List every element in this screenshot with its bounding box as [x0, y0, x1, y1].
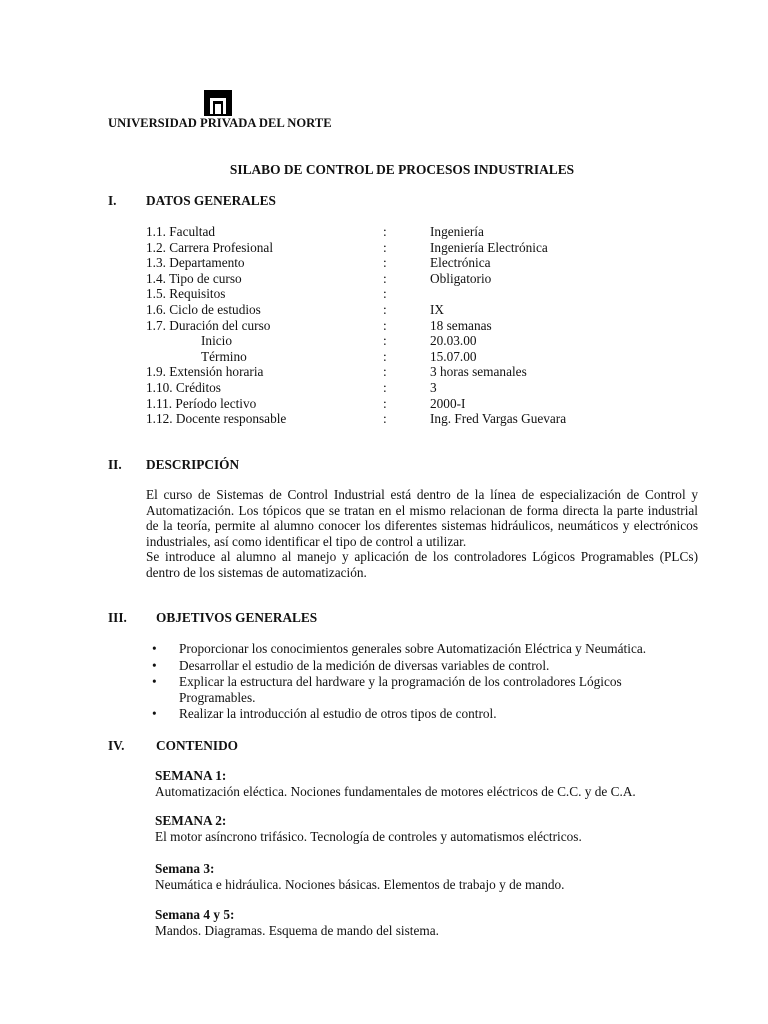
- week-title: Semana 3:: [155, 861, 215, 876]
- datos-value: 18 semanas: [430, 317, 492, 333]
- week-block: [155, 768, 715, 799]
- datos-colon: :: [383, 364, 387, 380]
- datos-label: 1.7. Duración del curso: [146, 317, 271, 333]
- week-text: Neumática e hidráulica. Nociones básicas. Elementos de trabajo y de mando.: [155, 876, 565, 892]
- datos-label: 1.5. Requisitos: [146, 286, 226, 302]
- datos-colon: :: [383, 286, 387, 302]
- week-block: [155, 907, 715, 938]
- university-logo-icon: [204, 90, 232, 116]
- datos-row: [146, 240, 686, 256]
- datos-row: [146, 286, 686, 302]
- datos-colon: :: [383, 333, 387, 349]
- section-number: IV.: [108, 738, 125, 753]
- datos-value: Obligatorio: [430, 270, 492, 286]
- datos-value: Ingeniería: [430, 224, 484, 239]
- objetivo-text: Explicar la estructura del hardware y la programación de los controladores Lógicos Programables.: [179, 674, 622, 705]
- section-title: OBJETIVOS GENERALES: [156, 610, 318, 625]
- datos-colon: :: [383, 395, 387, 411]
- descripcion-paragraph: Se introduce al alumno al manejo y aplicación de los controladores Lógicos Programables (PLCs) dentro de los sistemas de automatización.: [146, 549, 698, 580]
- datos-label: 1.9. Extensión horaria: [146, 364, 264, 380]
- section-number: III.: [108, 610, 127, 625]
- objetivo-text: Desarrollar el estudio de la medición de diversas variables de control.: [179, 657, 550, 673]
- week-text: Automatización eléctica. Nociones fundamentales de motores eléctricos de C.C. y de C.A.: [155, 783, 636, 799]
- datos-row: [146, 302, 686, 318]
- document-title: SILABO DE CONTROL DE PROCESOS INDUSTRIALES: [229, 162, 575, 177]
- datos-row: [146, 411, 686, 427]
- datos-row: [146, 364, 686, 380]
- datos-colon: :: [383, 239, 387, 255]
- list-item: [152, 641, 702, 657]
- bullet-icon: •: [152, 674, 157, 690]
- datos-colon: :: [383, 317, 387, 333]
- list-item: [152, 706, 702, 722]
- datos-label: 1.10. Créditos: [146, 380, 221, 395]
- university-name: UNIVERSIDAD PRIVADA DEL NORTE: [108, 116, 332, 130]
- datos-row: [146, 349, 686, 365]
- datos-label: 1.6. Ciclo de estudios: [146, 302, 261, 317]
- datos-colon: :: [383, 224, 387, 239]
- week-title: SEMANA 1:: [155, 768, 227, 783]
- datos-row: [146, 333, 686, 349]
- datos-value: 15.07.00: [430, 348, 477, 364]
- section-title: CONTENIDO: [156, 738, 239, 753]
- datos-row: [146, 380, 686, 396]
- datos-label: 1.4. Tipo de curso: [146, 270, 242, 286]
- objetivos-list: [152, 641, 702, 723]
- week-block: [155, 813, 715, 844]
- objetivo-text: Realizar la introducción al estudio de otros tipos de control.: [179, 706, 497, 722]
- descripcion-text: [146, 487, 698, 581]
- datos-label: Inicio: [201, 333, 233, 349]
- week-text: Mandos. Diagramas. Esquema de mando del sistema.: [155, 922, 439, 938]
- week-text: El motor asíncrono trifásico. Tecnología de controles y automatismos eléctricos.: [155, 828, 582, 844]
- datos-value: Ing. Fred Vargas Guevara: [430, 411, 567, 427]
- section-title: DATOS GENERALES: [146, 193, 276, 208]
- datos-colon: :: [383, 270, 387, 286]
- datos-label: 1.3. Departamento: [146, 255, 245, 271]
- datos-row: [146, 396, 686, 412]
- datos-colon: :: [383, 255, 387, 271]
- objetivo-text: Proporcionar los conocimientos generales sobre Automatización Eléctrica y Neumática.: [179, 641, 647, 656]
- datos-label: Término: [201, 348, 247, 364]
- datos-label: 1.2. Carrera Profesional: [146, 239, 274, 255]
- datos-row: [146, 224, 686, 240]
- week-block: [155, 861, 715, 892]
- datos-colon: :: [383, 411, 387, 427]
- datos-colon: :: [383, 348, 387, 364]
- datos-value: 3: [430, 380, 437, 395]
- datos-row: [146, 255, 686, 271]
- datos-value: IX: [430, 302, 445, 317]
- datos-row: [146, 318, 686, 334]
- list-item: [152, 658, 702, 674]
- bullet-icon: •: [152, 657, 157, 673]
- datos-row: [146, 271, 686, 287]
- datos-colon: :: [383, 380, 387, 395]
- datos-label: 1.12. Docente responsable: [146, 411, 287, 427]
- datos-value: Ingeniería Electrónica: [430, 239, 548, 255]
- datos-label: 1.11. Período lectivo: [146, 395, 257, 411]
- datos-colon: :: [383, 302, 387, 317]
- bullet-icon: •: [152, 706, 157, 722]
- datos-value: Electrónica: [430, 255, 491, 271]
- datos-value: 2000-I: [430, 395, 466, 411]
- section-number: I.: [108, 193, 117, 208]
- section-title: DESCRIPCIÓN: [146, 457, 240, 472]
- datos-value: 3 horas semanales: [430, 364, 527, 380]
- descripcion-paragraph: El curso de Sistemas de Control Industrial está dentro de la línea de especialización de Control y Automatización. Los tópicos que se tratan en el mismo relacionan de forma directa la parte industrial de la teoría, permite al alumno conocer los diferentes sistemas hidráulicos, neumáticos y electrónicos industriales, así como identificar el tipo de control a utilizar.: [146, 487, 698, 549]
- bullet-icon: •: [152, 641, 157, 656]
- section-number: II.: [108, 457, 122, 472]
- datos-label: 1.1. Facultad: [146, 224, 216, 239]
- week-title: Semana 4 y 5:: [155, 907, 235, 922]
- datos-value: 20.03.00: [430, 333, 477, 349]
- week-title: SEMANA 2:: [155, 813, 227, 828]
- list-item: [152, 674, 679, 705]
